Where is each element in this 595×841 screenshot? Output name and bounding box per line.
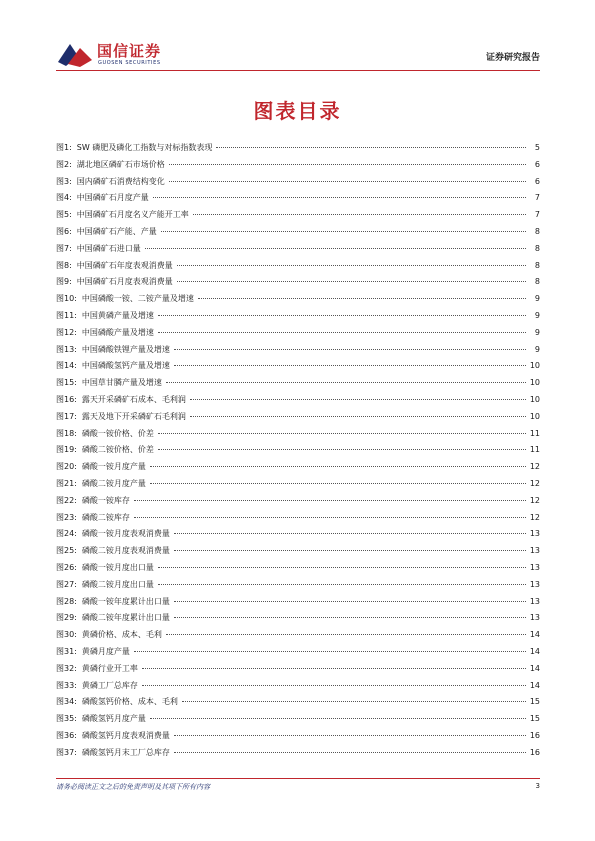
toc-entry-page: 9 xyxy=(534,310,540,320)
toc-entry[interactable] xyxy=(56,291,540,308)
toc-entry-number: 图29: xyxy=(56,613,77,623)
toc-entry-title: 磷酸一铵价格、价差 xyxy=(81,428,154,438)
toc-dot-leader xyxy=(158,315,526,316)
toc-entry-title: 磷酸二铵年度累计出口量 xyxy=(81,613,170,623)
toc-entry-number: 图35: xyxy=(56,714,77,724)
toc-title: 图表目录 xyxy=(253,99,342,123)
toc-dot-leader xyxy=(166,382,526,383)
toc-entry-number: 图5: xyxy=(56,210,72,220)
toc-entry[interactable] xyxy=(56,207,540,224)
toc-entry-page: 10 xyxy=(529,411,540,421)
toc-dot-leader xyxy=(193,214,526,215)
toc-entry-page: 14 xyxy=(529,680,540,690)
toc-dot-leader xyxy=(153,197,526,198)
toc-entry-title: 磷酸氢钙月末工厂总库存 xyxy=(81,747,170,757)
toc-entry-page: 13 xyxy=(529,596,540,606)
report-type-label: 证券研究报告 xyxy=(485,53,540,63)
toc-entry[interactable] xyxy=(56,745,540,762)
toc-entry-title: 中国磷酸铁锂产量及增速 xyxy=(81,344,170,354)
toc-entry[interactable] xyxy=(56,274,540,291)
toc-entry-number: 图13: xyxy=(56,344,77,354)
toc-entry-title: 磷酸氢钙价格、成本、毛利 xyxy=(81,697,178,707)
toc-entry-number: 图34: xyxy=(56,697,77,707)
toc-entry-number: 图9: xyxy=(56,277,72,287)
toc-entry[interactable] xyxy=(56,342,540,359)
toc-entry[interactable] xyxy=(56,678,540,695)
toc-entry[interactable] xyxy=(56,661,540,678)
toc-entry-number: 图12: xyxy=(56,327,77,337)
toc-entry[interactable] xyxy=(56,459,540,476)
toc-entry-number: 图1: xyxy=(56,143,72,152)
toc-dot-leader xyxy=(198,298,526,299)
toc-dot-leader xyxy=(190,416,526,417)
toc-entry[interactable] xyxy=(56,325,540,342)
toc-dot-leader xyxy=(169,181,526,182)
toc-entry[interactable] xyxy=(56,409,540,426)
toc-entry[interactable] xyxy=(56,241,540,258)
toc-entry-number: 图3: xyxy=(56,176,72,186)
toc-entry[interactable] xyxy=(56,426,540,443)
toc-entry-page: 16 xyxy=(529,747,540,757)
toc-entry-page: 12 xyxy=(529,512,540,522)
toc-dot-leader xyxy=(174,752,526,753)
toc-entry-page: 14 xyxy=(529,663,540,673)
toc-entry[interactable] xyxy=(56,174,540,191)
toc-entry-title: 中国黄磷产量及增速 xyxy=(81,310,154,320)
toc-dot-leader xyxy=(177,265,526,266)
toc-entry-title: 磷酸一铵库存 xyxy=(81,495,130,505)
toc-entry-number: 图4: xyxy=(56,193,72,203)
toc-dot-leader xyxy=(134,517,526,518)
toc-entry-page: 8 xyxy=(534,243,540,253)
toc-entry-number: 图26: xyxy=(56,562,77,572)
toc-entry-page: 13 xyxy=(529,562,540,572)
toc-entry[interactable] xyxy=(56,728,540,745)
toc-entry-page: 9 xyxy=(534,344,540,354)
toc-entry-title: 磷酸一铵年度累计出口量 xyxy=(81,596,170,606)
toc-entry-number: 图19: xyxy=(56,445,77,455)
toc-entry-title: 磷酸一铵月度出口量 xyxy=(81,562,154,572)
toc-dot-leader xyxy=(158,584,526,585)
toc-entry-number: 图11: xyxy=(56,310,77,320)
toc-entry[interactable] xyxy=(56,157,540,174)
toc-entry-title: SW 磷肥及磷化工指数与对标指数表现 xyxy=(76,143,213,152)
toc-entry-title: 中国磷酸一铵、二铵产量及增速 xyxy=(81,294,194,304)
toc-entry-page: 6 xyxy=(534,176,540,186)
toc-entry[interactable] xyxy=(56,560,540,577)
toc-entry-page: 12 xyxy=(529,495,540,505)
toc-entry-page: 5 xyxy=(534,143,540,152)
company-logo xyxy=(56,38,186,70)
toc-entry-number: 图14: xyxy=(56,361,77,371)
toc-dot-leader xyxy=(166,634,526,635)
toc-entry-title: 磷酸氢钙月度表观消费量 xyxy=(81,730,170,740)
toc-dot-leader xyxy=(134,651,526,652)
toc-entry-page: 8 xyxy=(534,260,540,270)
toc-entry-page: 12 xyxy=(529,478,540,488)
toc-dot-leader xyxy=(216,147,526,148)
toc-entry[interactable] xyxy=(56,644,540,661)
toc-dot-leader xyxy=(158,332,526,333)
toc-entry-title: 露天开采磷矿石成本、毛利润 xyxy=(81,394,186,404)
toc-dot-leader xyxy=(134,500,526,501)
toc-entry-number: 图30: xyxy=(56,630,77,640)
toc-entry-number: 图27: xyxy=(56,579,77,589)
toc-entry-title: 黄磷价格、成本、毛利 xyxy=(81,630,162,640)
toc-entry-title: 磷酸氢钙月度产量 xyxy=(81,714,146,724)
toc-entry-page: 16 xyxy=(529,730,540,740)
header-divider xyxy=(56,70,540,71)
toc-entry-title: 磷酸二铵库存 xyxy=(81,512,130,522)
toc-entry-page: 10 xyxy=(529,394,540,404)
toc-entry-page: 8 xyxy=(534,277,540,287)
toc-entry-page: 14 xyxy=(529,646,540,656)
guosen-logo-icon xyxy=(56,40,94,68)
toc-dot-leader xyxy=(150,483,526,484)
toc-dot-leader xyxy=(169,164,526,165)
toc-entry-title: 黄磷行业开工率 xyxy=(81,663,138,673)
toc-entry[interactable] xyxy=(56,392,540,409)
toc-dot-leader xyxy=(190,399,526,400)
toc-entry-title: 中国磷矿石产能、产量 xyxy=(76,226,157,236)
toc-entry-page: 14 xyxy=(529,630,540,640)
toc-entry-title: 磷酸二铵月度表观消费量 xyxy=(81,546,170,556)
toc-dot-leader xyxy=(174,349,526,350)
toc-entry-page: 13 xyxy=(529,613,540,623)
toc-entry-title: 露天及地下开采磷矿石毛利润 xyxy=(81,411,186,421)
toc-entry[interactable] xyxy=(56,543,540,560)
toc-entry-page: 7 xyxy=(534,210,540,220)
toc-entry-title: 中国磷矿石月度产量 xyxy=(76,193,149,203)
toc-dot-leader xyxy=(174,617,526,618)
toc-dot-leader xyxy=(182,701,526,702)
toc-entry-title: 磷酸二铵月度产量 xyxy=(81,478,146,488)
toc-entry[interactable] xyxy=(56,358,540,375)
toc-entry-page: 13 xyxy=(529,579,540,589)
toc-entry-number: 图8: xyxy=(56,260,72,270)
toc-entry-page: 6 xyxy=(534,159,540,169)
toc-entry-number: 图36: xyxy=(56,730,77,740)
toc-entry-number: 图25: xyxy=(56,546,77,556)
toc-entry-number: 图24: xyxy=(56,529,77,539)
toc-dot-leader xyxy=(158,449,526,450)
toc-entry[interactable] xyxy=(56,711,540,728)
toc-entry-title: 中国磷矿石月度名义产能开工率 xyxy=(76,210,189,220)
toc-entry-title: 湖北地区磷矿石市场价格 xyxy=(76,159,165,169)
toc-entry[interactable] xyxy=(56,526,540,543)
toc-entry[interactable] xyxy=(56,577,540,594)
toc-entry-title: 磷酸二铵价格、价差 xyxy=(81,445,154,455)
logo-english-name: GUOSEN SECURITIES xyxy=(98,60,161,66)
toc-dot-leader xyxy=(174,365,526,366)
toc-entry-page: 10 xyxy=(529,361,540,371)
toc-entry-number: 图33: xyxy=(56,680,77,690)
toc-entry-number: 图7: xyxy=(56,243,72,253)
toc-entry[interactable] xyxy=(56,375,540,392)
toc-entry[interactable] xyxy=(56,493,540,510)
toc-entry-number: 图21: xyxy=(56,478,77,488)
page-header xyxy=(56,38,540,72)
toc-entry-page: 15 xyxy=(529,697,540,707)
toc-entry-page: 9 xyxy=(534,294,540,304)
toc-dot-leader xyxy=(174,550,526,551)
toc-entry-page: 11 xyxy=(529,428,540,438)
toc-entry-number: 图10: xyxy=(56,294,77,304)
toc-entry-number: 图37: xyxy=(56,747,77,757)
toc-dot-leader xyxy=(161,231,526,232)
toc-dot-leader xyxy=(158,567,526,568)
toc-entry[interactable] xyxy=(56,258,540,275)
toc-entry-title: 磷酸一铵月度产量 xyxy=(81,462,146,472)
toc-entry-page: 8 xyxy=(534,226,540,236)
toc-entry-title: 中国草甘膦产量及增速 xyxy=(81,378,162,388)
toc-entry-page: 13 xyxy=(529,529,540,539)
toc-entry-page: 15 xyxy=(529,714,540,724)
toc-entry[interactable] xyxy=(56,476,540,493)
toc-entry-title: 中国磷矿石年度表观消费量 xyxy=(76,260,173,270)
toc-entry-number: 图2: xyxy=(56,159,72,169)
toc-entry-page: 12 xyxy=(529,462,540,472)
toc-entry-number: 图16: xyxy=(56,394,77,404)
toc-entry-title: 黄磷月度产量 xyxy=(81,646,130,656)
toc-list xyxy=(56,140,540,761)
toc-entry-number: 图31: xyxy=(56,646,77,656)
toc-entry-title: 中国磷酸产量及增速 xyxy=(81,327,154,337)
toc-entry-title: 中国磷矿石月度表观消费量 xyxy=(76,277,173,287)
toc-entry-number: 图22: xyxy=(56,495,77,505)
toc-entry[interactable] xyxy=(56,610,540,627)
toc-dot-leader xyxy=(150,466,526,467)
toc-entry-number: 图20: xyxy=(56,462,77,472)
logo-chinese-name: 国信证券 xyxy=(97,42,162,60)
toc-entry-title: 磷酸一铵月度表观消费量 xyxy=(81,529,170,539)
toc-dot-leader xyxy=(174,601,526,602)
toc-entry[interactable] xyxy=(56,694,540,711)
toc-dot-leader xyxy=(142,685,526,686)
toc-dot-leader xyxy=(150,718,526,719)
toc-entry-number: 图17: xyxy=(56,411,77,421)
toc-entry[interactable] xyxy=(56,627,540,644)
toc-entry-title: 中国磷矿石进口量 xyxy=(76,243,141,253)
disclaimer-note: 请务必阅读正文之后的免责声明及其项下所有内容 xyxy=(56,783,210,791)
toc-dot-leader xyxy=(145,248,526,249)
toc-entry[interactable] xyxy=(56,442,540,459)
toc-entry[interactable] xyxy=(56,308,540,325)
toc-entry-number: 图18: xyxy=(56,428,77,438)
toc-entry[interactable] xyxy=(56,140,540,157)
toc-entry-number: 图15: xyxy=(56,378,77,388)
toc-entry-page: 9 xyxy=(534,327,540,337)
toc-entry[interactable] xyxy=(56,510,540,527)
toc-entry-title: 中国磷酸氢钙产量及增速 xyxy=(81,361,170,371)
toc-entry-title: 国内磷矿石消费结构变化 xyxy=(76,176,165,186)
toc-dot-leader xyxy=(174,735,526,736)
toc-entry-page: 13 xyxy=(529,546,540,556)
toc-dot-leader xyxy=(177,281,526,282)
toc-dot-leader xyxy=(158,433,526,434)
toc-entry-number: 图28: xyxy=(56,596,77,606)
toc-entry-page: 11 xyxy=(529,445,540,455)
toc-entry-page: 10 xyxy=(529,378,540,388)
toc-entry[interactable] xyxy=(56,594,540,611)
toc-entry-number: 图32: xyxy=(56,663,77,673)
footer-divider xyxy=(56,778,540,779)
toc-entry-page: 7 xyxy=(534,193,540,203)
toc-entry[interactable] xyxy=(56,190,540,207)
toc-entry-title: 磷酸二铵月度出口量 xyxy=(81,579,154,589)
toc-entry-title: 黄磷工厂总库存 xyxy=(81,680,138,690)
page-number: 3 xyxy=(535,782,540,790)
toc-dot-leader xyxy=(174,533,526,534)
toc-entry[interactable] xyxy=(56,224,540,241)
toc-dot-leader xyxy=(142,668,526,669)
toc-entry-number: 图6: xyxy=(56,226,72,236)
toc-entry-number: 图23: xyxy=(56,512,77,522)
